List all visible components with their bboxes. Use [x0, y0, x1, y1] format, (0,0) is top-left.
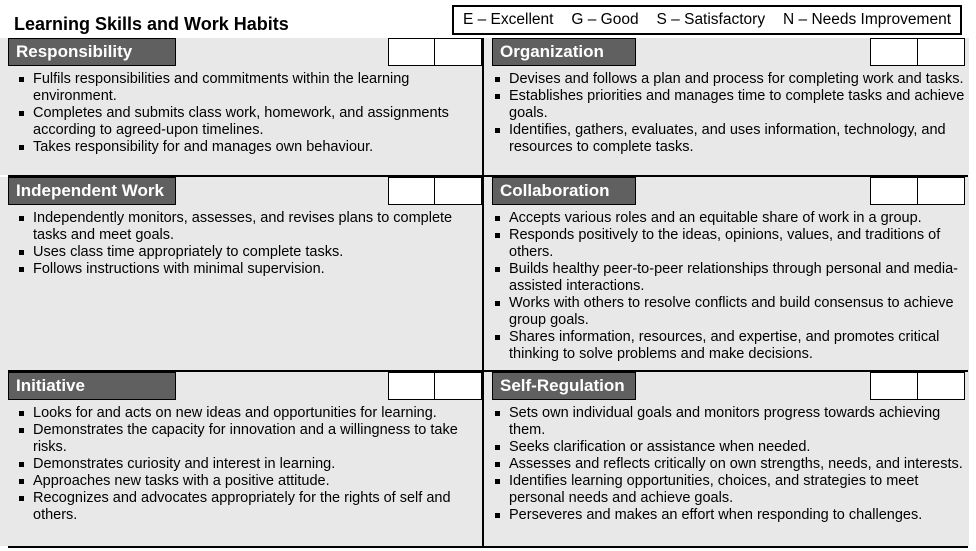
- section-title: Independent Work: [8, 177, 176, 205]
- section-title: Responsibility: [8, 38, 176, 66]
- rating-box-term2[interactable]: [917, 38, 965, 66]
- skill-item: Seeks clarification or assistance when needed.: [490, 439, 965, 456]
- skill-item: Identifies, gathers, evaluates, and uses information, technology, and resources to complete tasks.: [490, 122, 965, 156]
- skill-item: Uses class time appropriately to complete tasks.: [14, 244, 478, 261]
- skill-item: Devises and follows a plan and process for completing work and tasks.: [490, 71, 965, 88]
- skill-item: Takes responsibility for and manages own behaviour.: [14, 139, 478, 156]
- skill-item: Recognizes and advocates appropriately for the rights of self and others.: [14, 490, 478, 524]
- skill-list: [14, 71, 478, 156]
- skill-list: [14, 210, 478, 278]
- legend-good: G – Good: [571, 11, 639, 28]
- section-title: Collaboration: [492, 177, 636, 205]
- skill-item: Fulfils responsibilities and commitments within the learning environment.: [14, 71, 478, 105]
- legend-excellent: E – Excellent: [462, 11, 554, 28]
- rating-box-term1[interactable]: [388, 372, 436, 400]
- skill-item: Perseveres and makes an effort when responding to challenges.: [490, 507, 965, 524]
- rating-legend: [452, 5, 962, 35]
- rating-box-term1[interactable]: [388, 177, 436, 205]
- skill-item: Demonstrates curiosity and interest in learning.: [14, 456, 478, 473]
- skill-item: Accepts various roles and an equitable share of work in a group.: [490, 210, 965, 227]
- skill-item: Sets own individual goals and monitors progress towards achieving them.: [490, 405, 965, 439]
- rating-box-term2[interactable]: [917, 372, 965, 400]
- rating-box-term1[interactable]: [870, 38, 918, 66]
- rating-box-term1[interactable]: [388, 38, 436, 66]
- rating-box-term2[interactable]: [434, 38, 482, 66]
- skill-item: Identifies learning opportunities, choices, and strategies to meet personal needs and achieve goals.: [490, 473, 965, 507]
- skill-item: Looks for and acts on new ideas and opportunities for learning.: [14, 405, 478, 422]
- bottom-border: [8, 546, 968, 548]
- section-responsibility: [0, 38, 484, 175]
- skill-item: Independently monitors, assesses, and revises plans to complete tasks and meet goals.: [14, 210, 478, 244]
- rating-box-term2[interactable]: [917, 177, 965, 205]
- section-title: Initiative: [8, 372, 176, 400]
- skill-item: Completes and submits class work, homework, and assignments according to agreed-upon timelines.: [14, 105, 478, 139]
- skill-item: Establishes priorities and manages time to complete tasks and achieve goals.: [490, 88, 965, 122]
- skill-list: [490, 405, 965, 524]
- section-collaboration: [484, 177, 969, 372]
- skill-list: [490, 210, 965, 363]
- section-self-regulation: [484, 372, 969, 546]
- section-title: Self-Regulation: [492, 372, 636, 400]
- skill-item: Follows instructions with minimal supervision.: [14, 261, 478, 278]
- page-title: Learning Skills and Work Habits: [14, 14, 289, 34]
- rating-box-term1[interactable]: [870, 177, 918, 205]
- rating-box-term2[interactable]: [434, 177, 482, 205]
- section-initiative: [0, 372, 484, 546]
- skill-item: Shares information, resources, and expertise, and promotes critical thinking to solve problems and make decisions.: [490, 329, 965, 363]
- skill-item: Builds healthy peer-to-peer relationships through personal and media-assisted interactions.: [490, 261, 965, 295]
- section-organization: [484, 38, 969, 175]
- legend-needs-improvement: N – Needs Improvement: [783, 11, 952, 28]
- section-independent-work: [0, 177, 484, 372]
- section-title: Organization: [492, 38, 636, 66]
- rating-box-term2[interactable]: [434, 372, 482, 400]
- legend-satisfactory: S – Satisfactory: [656, 11, 766, 28]
- skill-item: Assesses and reflects critically on own strengths, needs, and interests.: [490, 456, 965, 473]
- skill-item: Demonstrates the capacity for innovation and a willingness to take risks.: [14, 422, 478, 456]
- rating-box-term1[interactable]: [870, 372, 918, 400]
- skill-list: [14, 405, 478, 524]
- skill-item: Responds positively to the ideas, opinions, values, and traditions of others.: [490, 227, 965, 261]
- skill-item: Works with others to resolve conflicts and build consensus to achieve group goals.: [490, 295, 965, 329]
- skill-item: Approaches new tasks with a positive attitude.: [14, 473, 478, 490]
- skill-list: [490, 71, 965, 156]
